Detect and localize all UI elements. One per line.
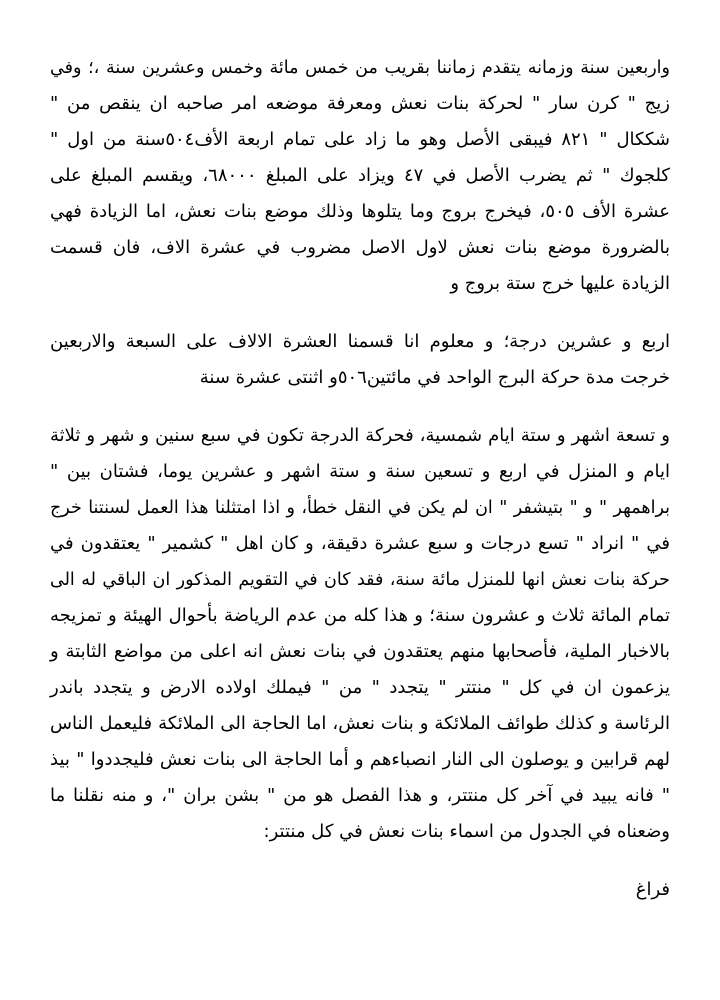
text-line: براهمهر " و " بتيشفر " ان لم يكن في النقل خطأ، و اذا امتثلنا هذا العمل لسنتنا خرج (50, 498, 670, 518)
text-line: " فانه يبيد في آخر كل منتتر، و هذا الفصل هو من " بشن بران "، و منه نقلنا ما (50, 785, 670, 806)
text-line: الزيادة عليها خرج ستة بروج و (450, 273, 670, 294)
paragraph-2 (50, 324, 670, 396)
text-line: بالضرورة موضع بنات نعش لاول الاصل مضروب في عشرة الاف، فان قسمت (50, 237, 670, 258)
text-line: يزعمون ان في كل " منتتر " يتجدد " من " فيملك اولاده الارض و يتجدد باندر (50, 677, 670, 698)
text-line: كلجوك " ثم يضرب الأصل في ٤٧ ويزاد على المبلغ ٦٨٠٠٠، ويقسم المبلغ على (50, 165, 670, 186)
text-line: حركة بنات نعش انها للمنزل مائة سنة، فقد كان في التقويم المذكور ان الباقي له الى (50, 570, 670, 590)
paragraph-3 (50, 418, 670, 850)
text-line: خرجت مدة حركة البرج الواحد في مائتين٥٠٦و اثنتى عشرة سنة (199, 367, 670, 388)
paragraph-4 (50, 872, 670, 908)
text-line: عشرة الأف ٥٠٥، فيخرج بروج وما يتلوها وذلك موضع بنات نعش، اما الزيادة فهي (50, 201, 670, 222)
text-line: تمام المائة ثلاث و عشرون سنة؛ و هذا كله من عدم الرياضة بأحوال الهيئة و تمزيجه (50, 605, 670, 626)
text-line: في " انراد " تسع درجات و سبع عشرة دقيقة، و كان اهل " كشمير " يعتقدون في (50, 533, 670, 554)
text-line: زيج " كرن سار " لحركة بنات نعش ومعرفة موضعه امر صاحبه ان ينقص من " (50, 93, 670, 114)
text-line: اربع و عشرين درجة؛ و معلوم انا قسمنا العشرة الالاف على السبعة والاربعين (50, 331, 670, 352)
text-line: لهم قرابين و يوصلون الى النار انصباءهم و أما الحاجة الى بنات نعش فليجددوا " بيذ (50, 749, 670, 770)
text-line: الرئاسة و كذلك طوائف الملائكة و بنات نعش، اما الحاجة الى الملائكة فليعمل الناس (50, 713, 670, 734)
text-line: فراغ (635, 879, 670, 900)
text-line: واربعين سنة وزمانه يتقدم زماننا بقريب من خمس مائة وخمس وعشرين سنة ،؛ وفي (50, 58, 670, 78)
text-line: بالاخبار الملية، فأصحابها منهم يعتقدون في بنات نعش انه اعلى من مواضع الثابتة و (50, 641, 670, 662)
text-line: و تسعة اشهر و ستة ايام شمسية، فحركة الدرجة تكون في سبع سنين و شهر و ثلاثة (50, 425, 670, 446)
text-line: شككال " ٨٢١ فيبقى الأصل وهو ما زاد على تمام اربعة الأف٥٠٤سنة من اول " (50, 129, 670, 150)
paragraph-gap (50, 850, 670, 872)
text-line: وضعناه في الجدول من اسماء بنات نعش في كل منتتر: (263, 821, 670, 842)
paragraph-1 (50, 50, 670, 302)
paragraph-gap (50, 396, 670, 418)
paragraph-gap (50, 302, 670, 324)
text-line: ايام و المنزل في اربع و تسعين سنة و ستة اشهر و عشرين يوما، فشتان بين " (50, 461, 670, 482)
